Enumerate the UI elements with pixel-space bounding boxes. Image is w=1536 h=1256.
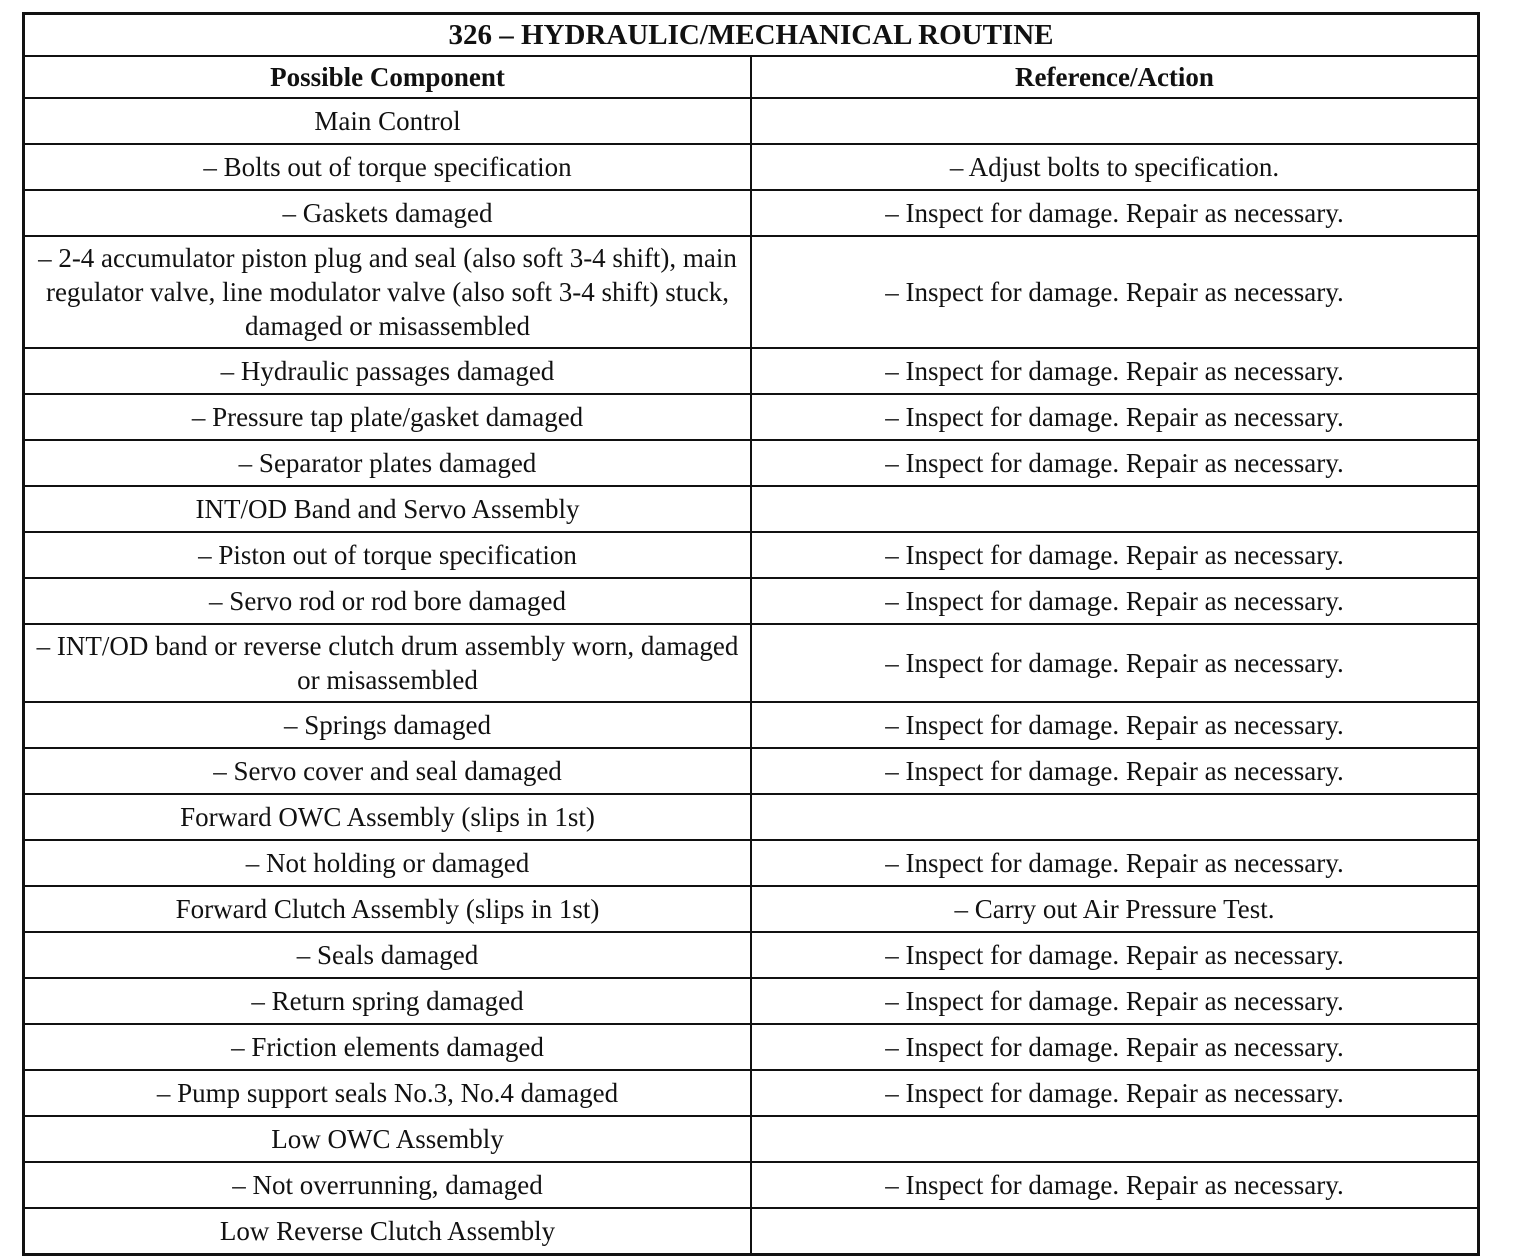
- action-cell: – Inspect for damage. Repair as necessary.: [751, 932, 1479, 978]
- component-cell: – Separator plates damaged: [24, 440, 752, 486]
- action-cell: – Inspect for damage. Repair as necessary.: [751, 348, 1479, 394]
- component-cell: – Servo rod or rod bore damaged: [24, 578, 752, 624]
- table-row: [24, 886, 1479, 932]
- component-cell: – Return spring damaged: [24, 978, 752, 1024]
- component-cell: INT/OD Band and Servo Assembly: [24, 486, 752, 532]
- table-row: [24, 624, 1479, 702]
- component-cell: Low Reverse Clutch Assembly: [24, 1208, 752, 1255]
- table-row: [24, 840, 1479, 886]
- component-cell: – Gaskets damaged: [24, 190, 752, 236]
- component-cell: – 2-4 accumulator piston plug and seal (also soft 3-4 shift), main regulator valve, line modulator valve (also soft 3-4 shift) stuck, damaged or misassembled: [24, 236, 752, 348]
- component-cell: – Not overrunning, damaged: [24, 1162, 752, 1208]
- table-row: [24, 1116, 1479, 1162]
- table-row: [24, 532, 1479, 578]
- table-row: [24, 394, 1479, 440]
- component-cell: – Pump support seals No.3, No.4 damaged: [24, 1070, 752, 1116]
- table-row: [24, 1208, 1479, 1255]
- table-row: [24, 98, 1479, 144]
- table-row: [24, 748, 1479, 794]
- component-cell: – Bolts out of torque specification: [24, 144, 752, 190]
- action-cell: [751, 1116, 1479, 1162]
- action-cell: – Inspect for damage. Repair as necessary.: [751, 578, 1479, 624]
- action-cell: [751, 794, 1479, 840]
- component-cell: – Hydraulic passages damaged: [24, 348, 752, 394]
- action-cell: – Inspect for damage. Repair as necessary.: [751, 532, 1479, 578]
- component-cell: Forward OWC Assembly (slips in 1st): [24, 794, 752, 840]
- table-row: [24, 932, 1479, 978]
- action-cell: – Inspect for damage. Repair as necessary.: [751, 190, 1479, 236]
- action-cell: – Inspect for damage. Repair as necessary.: [751, 440, 1479, 486]
- table-title: 326 – HYDRAULIC/MECHANICAL ROUTINE: [24, 14, 1479, 57]
- component-cell: – Servo cover and seal damaged: [24, 748, 752, 794]
- component-cell: – Springs damaged: [24, 702, 752, 748]
- table-row: [24, 978, 1479, 1024]
- action-cell: – Inspect for damage. Repair as necessary.: [751, 702, 1479, 748]
- component-cell: – Piston out of torque specification: [24, 532, 752, 578]
- action-cell: – Inspect for damage. Repair as necessary.: [751, 236, 1479, 348]
- component-cell: – INT/OD band or reverse clutch drum assembly worn, damaged or misassembled: [24, 624, 752, 702]
- table-row: [24, 702, 1479, 748]
- action-cell: – Inspect for damage. Repair as necessary.: [751, 1162, 1479, 1208]
- table-row: [24, 1162, 1479, 1208]
- table-header-row: [24, 56, 1479, 98]
- table-row: [24, 236, 1479, 348]
- action-cell: – Adjust bolts to specification.: [751, 144, 1479, 190]
- action-cell: – Inspect for damage. Repair as necessary.: [751, 394, 1479, 440]
- table-row: [24, 190, 1479, 236]
- column-header-component: Possible Component: [24, 56, 752, 98]
- table-body: [24, 98, 1479, 1255]
- action-cell: – Inspect for damage. Repair as necessary.: [751, 748, 1479, 794]
- table-row: [24, 794, 1479, 840]
- table-row: [24, 348, 1479, 394]
- component-cell: Forward Clutch Assembly (slips in 1st): [24, 886, 752, 932]
- action-cell: – Carry out Air Pressure Test.: [751, 886, 1479, 932]
- component-cell: Low OWC Assembly: [24, 1116, 752, 1162]
- table-row: [24, 144, 1479, 190]
- action-cell: [751, 1208, 1479, 1255]
- component-cell: – Pressure tap plate/gasket damaged: [24, 394, 752, 440]
- table-row: [24, 578, 1479, 624]
- action-cell: [751, 486, 1479, 532]
- table-row: [24, 1024, 1479, 1070]
- routine-table: [22, 12, 1480, 1256]
- component-cell: – Not holding or damaged: [24, 840, 752, 886]
- action-cell: [751, 98, 1479, 144]
- action-cell: – Inspect for damage. Repair as necessary.: [751, 1070, 1479, 1116]
- table-row: [24, 1070, 1479, 1116]
- action-cell: – Inspect for damage. Repair as necessary.: [751, 978, 1479, 1024]
- component-cell: Main Control: [24, 98, 752, 144]
- action-cell: – Inspect for damage. Repair as necessary.: [751, 1024, 1479, 1070]
- table-title-row: [24, 14, 1479, 57]
- component-cell: – Seals damaged: [24, 932, 752, 978]
- component-cell: – Friction elements damaged: [24, 1024, 752, 1070]
- column-header-action: Reference/Action: [751, 56, 1479, 98]
- action-cell: – Inspect for damage. Repair as necessary.: [751, 624, 1479, 702]
- table-row: [24, 440, 1479, 486]
- table-row: [24, 486, 1479, 532]
- action-cell: – Inspect for damage. Repair as necessary.: [751, 840, 1479, 886]
